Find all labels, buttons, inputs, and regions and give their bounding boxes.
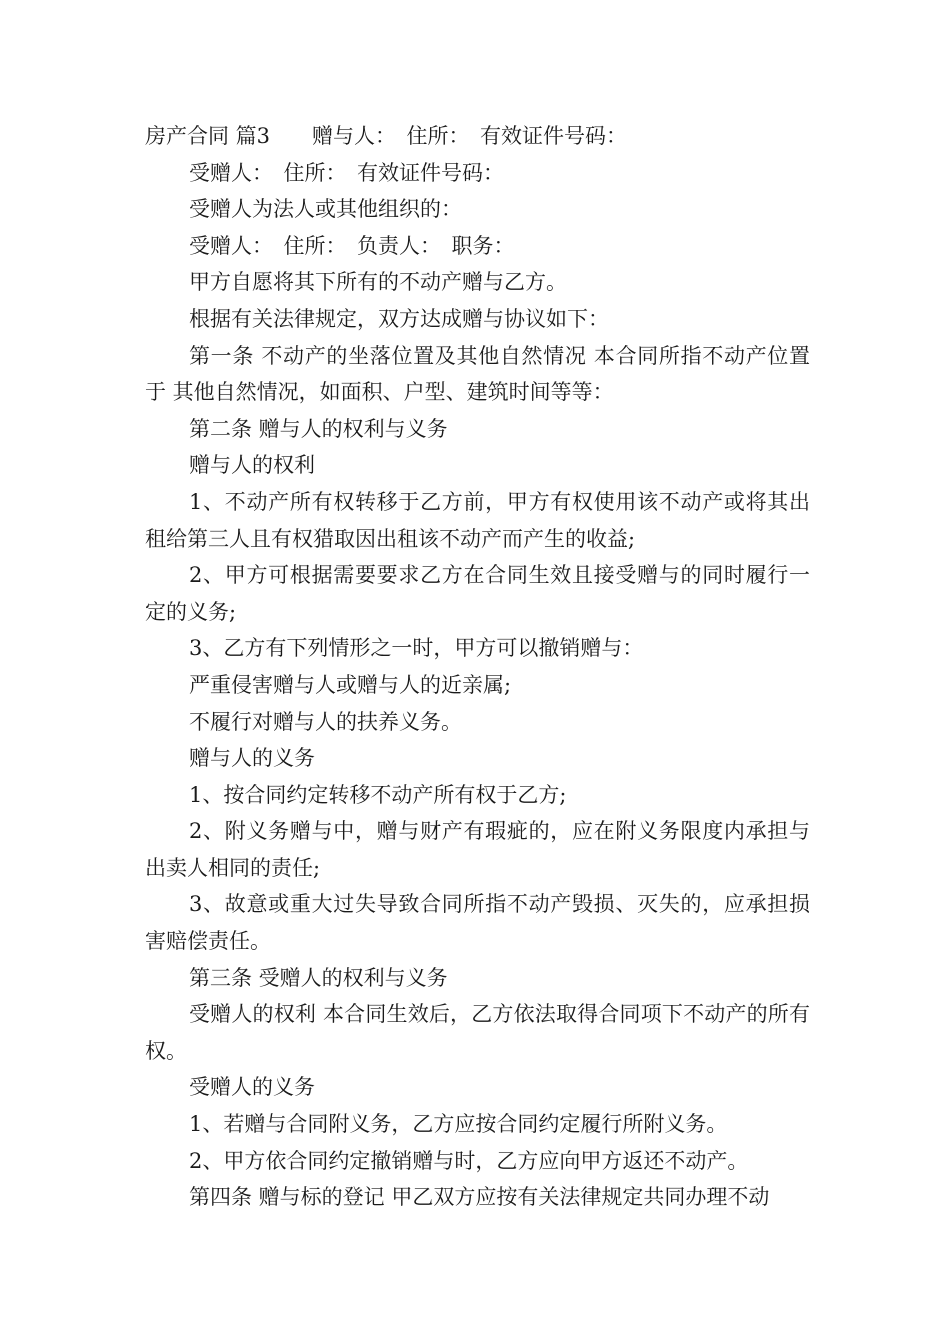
donee-rights: 受赠人的权利 本合同生效后，乙方依法取得合同项下不动产的所有权。 [145,1002,810,1063]
paragraph-donee-organization: 受赠人为法人或其他组织的： [189,197,462,222]
document-heading-line: 房产合同 篇3 赠与人： 住所： 有效证件号码： [145,124,628,148]
donor-duty-3: 3、故意或重大过失导致合同所指不动产毁损、灭失的，应承担损害赔偿责任。 [145,892,810,954]
donee-duties-heading: 受赠人的义务 [189,1075,315,1100]
donee-duty-2: 2、甲方依合同约定撤销赠与时，乙方应向甲方返还不动产。 [189,1148,749,1173]
article-2-title: 第二条 赠与人的权利与义务 [189,416,448,441]
revocation-case-2: 不履行对赠与人的扶养义务。 [189,709,462,734]
donor-duty-1: 1、按合同约定转移不动产所有权于乙方; [189,782,567,807]
donor-right-2: 2、甲方可根据需要要求乙方在合同生效且接受赠与的同时履行一定的义务; [145,563,810,624]
donor-right-3: 3、乙方有下列情形之一时，甲方可以撤销赠与： [189,636,644,661]
donor-rights-heading: 赠与人的权利 [189,453,315,478]
article-4: 第四条 赠与标的登记 甲乙双方应按有关法律规定共同办理不动 [189,1185,770,1210]
paragraph-donee-info: 受赠人： 住所： 有效证件号码： [189,160,504,185]
revocation-case-1: 严重侵害赠与人或赠与人的近亲属; [189,672,512,697]
article-3-title: 第三条 受赠人的权利与义务 [189,965,448,990]
donor-right-1: 1、不动产所有权转移于乙方前，甲方有权使用该不动产或将其出租给第三人且有权猎取因出租该不动产而产生的收益; [145,489,810,551]
article-1: 第一条 不动产的坐落位置及其他自然情况 本合同所指不动产位置于 其他自然情况，如面积、户型、建筑时间等等： [145,343,810,405]
paragraph-agreement-intro: 根据有关法律规定，双方达成赠与协议如下： [189,306,609,331]
donor-duty-2: 2、附义务赠与中，赠与财产有瑕疵的，应在附义务限度内承担与出卖人相同的责任; [145,819,810,880]
donee-duty-1: 1、若赠与合同附义务，乙方应按合同约定履行所附义务。 [189,1112,728,1137]
paragraph-donee-org-info: 受赠人： 住所： 负责人： 职务： [189,233,515,258]
paragraph-intent: 甲方自愿将其下所有的不动产赠与乙方。 [189,270,567,295]
document-body [145,118,810,1216]
donor-duties-heading: 赠与人的义务 [189,746,315,771]
